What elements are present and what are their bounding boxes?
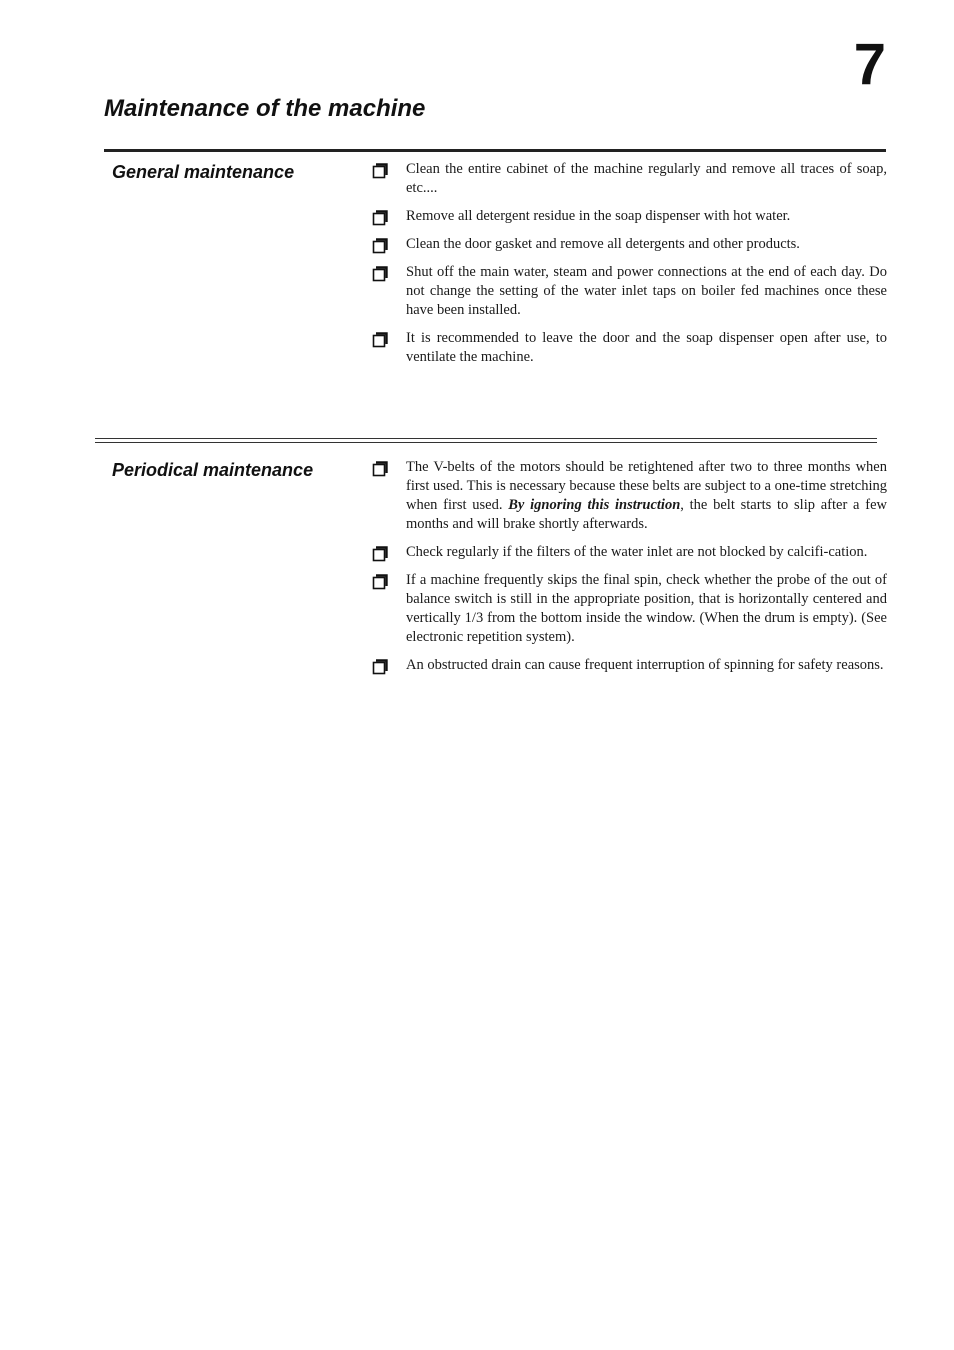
- header-divider: [104, 149, 886, 152]
- section-heading: General maintenance: [112, 162, 295, 182]
- checkbox-square-icon: [372, 210, 388, 226]
- checkbox-square-icon: [372, 546, 388, 562]
- item-text: It is recommended to leave the door and the soap dispenser open after use, to ventilate the machine.: [406, 330, 887, 365]
- chapter-number: 7: [853, 32, 886, 97]
- item-text: An obstructed drain can cause frequent interruption of spinning for safety reasons.: [406, 657, 884, 673]
- item-text: If a machine frequently skips the final spin, check whether the probe of the out of balance switch is still in the appropriate position, that is horizontally centered and vertically 1/3 from the bottom inside the window. (When the drum is empty). (See electronic repetition system).: [406, 572, 887, 645]
- item-text-part: The V-belts of the motors should be retightened after two to three months when first used. This is necessary because these belts are subject to a one-time stretching when first used.: [406, 459, 887, 513]
- periodical-maintenance-list: [372, 458, 887, 684]
- item-text-emphasis: By ignoring this instruction: [508, 497, 681, 513]
- checkbox-square-icon: [372, 238, 388, 254]
- list-item: [372, 458, 887, 534]
- item-text: [406, 458, 887, 534]
- item-text: Clean the door gasket and remove all detergents and other products.: [406, 236, 800, 252]
- checkbox-square-icon: [372, 574, 388, 590]
- list-item: [372, 263, 887, 320]
- general-maintenance-list: [372, 160, 887, 376]
- checkbox-square-icon: [372, 332, 388, 348]
- list-item: [372, 160, 887, 198]
- checkbox-square-icon: [372, 163, 388, 179]
- checkbox-square-icon: [372, 266, 388, 282]
- item-text: Remove all detergent residue in the soap dispenser with hot water.: [406, 208, 791, 224]
- checkbox-square-icon: [372, 659, 388, 675]
- section-heading: Periodical maintenance: [112, 460, 314, 480]
- list-item: [372, 235, 887, 254]
- list-item: [372, 656, 887, 675]
- item-text-part: , the belt starts to slip after a few months and will brake shortly afterwards.: [406, 497, 887, 532]
- item-text: Clean the entire cabinet of the machine regularly and remove all traces of soap, etc....: [406, 161, 887, 196]
- list-item: [372, 543, 887, 562]
- item-text: Shut off the main water, steam and power connections at the end of each day. Do not change the setting of the water inlet taps on boiler fed machines once these have been installed.: [406, 264, 887, 318]
- section-divider: [95, 438, 877, 443]
- list-item: [372, 329, 887, 367]
- list-item: [372, 207, 887, 226]
- page-title: Maintenance of the machine: [104, 95, 426, 122]
- item-text: Check regularly if the filters of the water inlet are not blocked by calcifi-cation.: [406, 544, 868, 560]
- checkbox-square-icon: [372, 461, 388, 477]
- list-item: [372, 571, 887, 647]
